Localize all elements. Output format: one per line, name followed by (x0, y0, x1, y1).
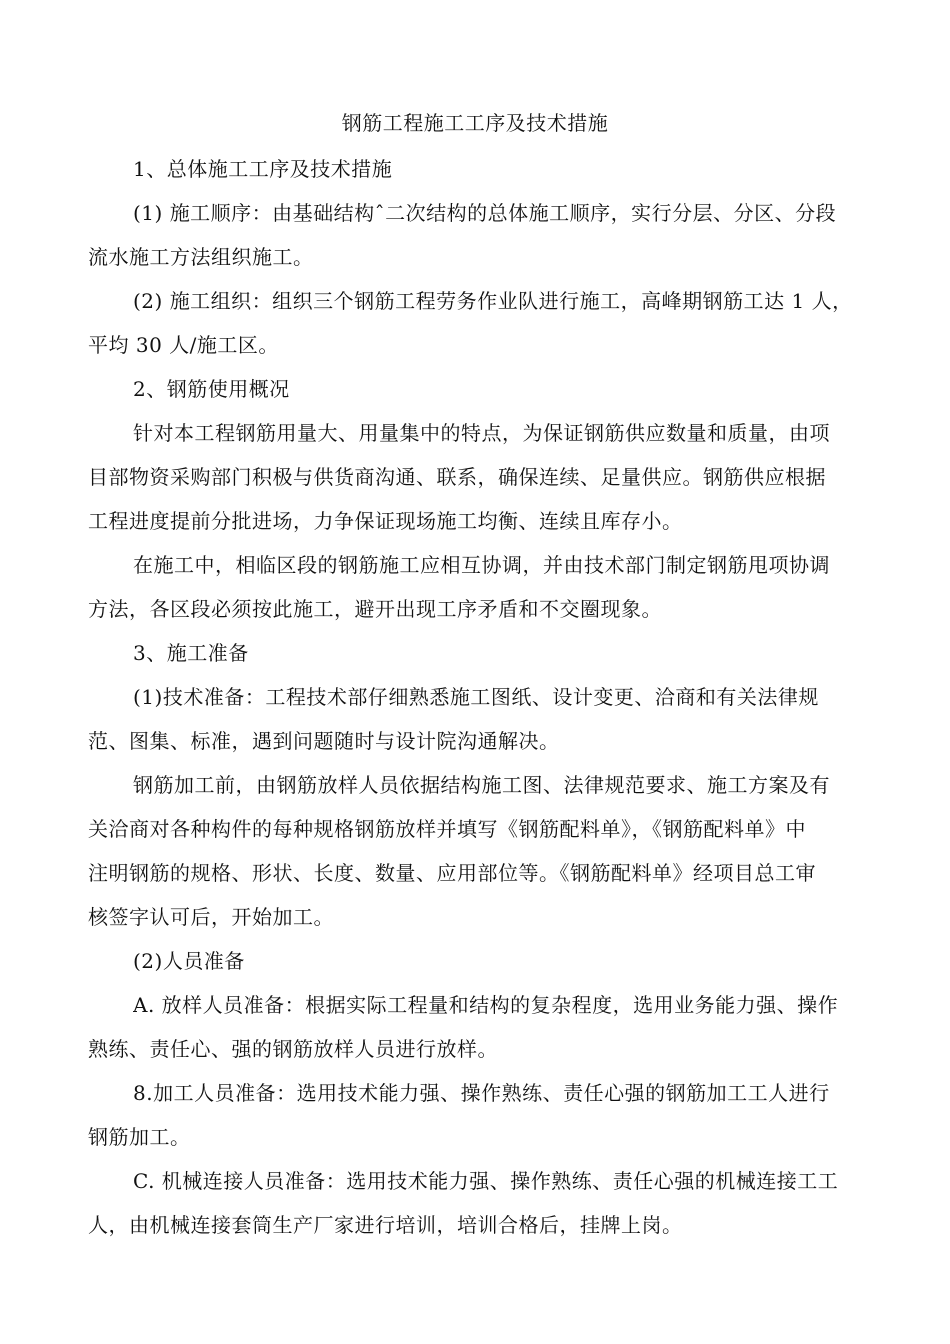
paragraph-line: C. 机械连接人员准备：选用技术能力强、操作熟练、责任心强的机械连接工工 (133, 1169, 839, 1193)
subheading-personnel-prep: (2)人员准备 (133, 949, 245, 973)
document-title: 钢筋工程施工工序及技术措施 (341, 111, 609, 135)
paragraph-line: (2) 施工组织：组织三个钢筋工程劳务作业队进行施工，高峰期钢筋工达 1 人， (133, 289, 853, 313)
paragraph-line: 关洽商对各种构件的每种规格钢筋放样并填写《钢筋配料单》，《钢筋配料单》中 (88, 817, 806, 841)
paragraph-line: (1)技术准备：工程技术部仔细熟悉施工图纸、设计变更、洽商和有关法律规 (133, 685, 819, 709)
paragraph-line: 平均 30 人/施工区。 (88, 333, 279, 357)
heading-overall-procedure: 1、总体施工工序及技术措施 (133, 157, 393, 181)
paragraph-line: 目部物资采购部门积极与供货商沟通、联系，确保连续、足量供应。钢筋供应根据 (88, 465, 826, 489)
paragraph-line: 范、图集、标准，遇到问题随时与设计院沟通解决。 (88, 729, 560, 753)
paragraph-line: 熟练、责任心、强的钢筋放样人员进行放样。 (88, 1037, 498, 1061)
paragraph-line: 8.加工人员准备：选用技术能力强、操作熟练、责任心强的钢筋加工工人进行 (133, 1081, 830, 1105)
paragraph-line: 钢筋加工。 (88, 1125, 191, 1149)
paragraph-line: 在施工中，相临区段的钢筋施工应相互协调，并由技术部门制定钢筋甩项协调 (133, 553, 830, 577)
heading-construction-prep: 3、施工准备 (133, 641, 249, 665)
paragraph-line: 核签字认可后，开始加工。 (88, 905, 334, 929)
heading-rebar-usage: 2、钢筋使用概况 (133, 377, 290, 401)
paragraph-line: 流水施工方法组织施工。 (88, 245, 314, 269)
paragraph-line: 针对本工程钢筋用量大、用量集中的特点，为保证钢筋供应数量和质量，由项 (133, 421, 830, 445)
paragraph-line: 钢筋加工前，由钢筋放样人员依据结构施工图、法律规范要求、施工方案及有 (133, 773, 830, 797)
paragraph-line: 工程进度提前分批进场，力争保证现场施工均衡、连续且库存小。 (88, 509, 683, 533)
paragraph-line: 人，由机械连接套筒生产厂家进行培训，培训合格后，挂牌上岗。 (88, 1213, 683, 1237)
paragraph-line: 注明钢筋的规格、形状、长度、数量、应用部位等。《钢筋配料单》经项目总工审 (88, 861, 816, 885)
paragraph-line: (1) 施工顺序：由基础结构ˆ二次结构的总体施工顺序，实行分层、分区、分段 (133, 201, 837, 225)
paragraph-line: A. 放样人员准备：根据实际工程量和结构的复杂程度，选用业务能力强、操作 (133, 993, 839, 1017)
paragraph-line: 方法，各区段必须按此施工，避开出现工序矛盾和不交圈现象。 (88, 597, 662, 621)
